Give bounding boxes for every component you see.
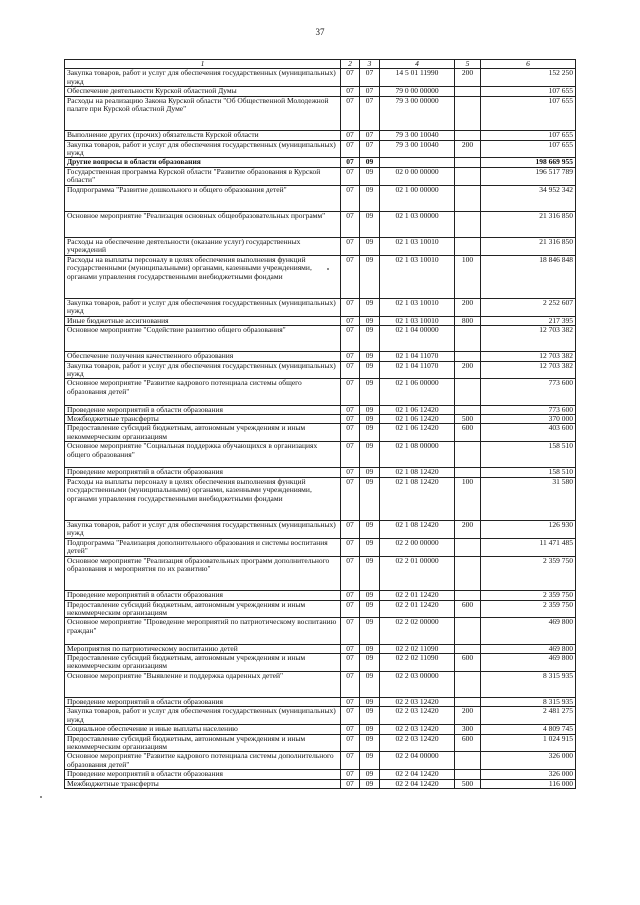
table-row bbox=[65, 316, 576, 325]
row-description: Обеспечение получения качественного образования bbox=[65, 352, 341, 361]
section-code: 07 bbox=[341, 140, 360, 158]
target-article-code: 02 2 02 11090 bbox=[380, 653, 455, 671]
expense-type-code bbox=[455, 87, 481, 96]
subsection-code: 09 bbox=[360, 779, 380, 788]
expense-type-code: 200 bbox=[455, 69, 481, 87]
amount: 34 952 342 bbox=[481, 185, 576, 211]
target-article-code: 02 2 02 00000 bbox=[380, 618, 455, 644]
row-description: Проведение мероприятий в области образования bbox=[65, 591, 341, 600]
section-code: 07 bbox=[341, 424, 360, 442]
table-row bbox=[65, 424, 576, 442]
row-description: Проведение мероприятий в области образования bbox=[65, 697, 341, 706]
amount: 370 000 bbox=[481, 415, 576, 424]
table-row bbox=[65, 520, 576, 538]
column-header: 1 bbox=[65, 60, 341, 69]
section-code: 07 bbox=[341, 131, 360, 140]
amount: 8 315 935 bbox=[481, 671, 576, 697]
expense-type-code bbox=[455, 556, 481, 591]
table-row bbox=[65, 69, 576, 87]
table-row bbox=[65, 405, 576, 414]
target-article-code: 02 2 00 00000 bbox=[380, 538, 455, 556]
subsection-code: 09 bbox=[360, 442, 380, 468]
subsection-code: 07 bbox=[360, 131, 380, 140]
subsection-code: 09 bbox=[360, 415, 380, 424]
subsection-code: 07 bbox=[360, 96, 380, 131]
table-row bbox=[65, 591, 576, 600]
section-code: 07 bbox=[341, 697, 360, 706]
target-article-code: 02 1 08 12420 bbox=[380, 468, 455, 477]
amount: 116 000 bbox=[481, 779, 576, 788]
target-article-code: 02 1 06 12420 bbox=[380, 424, 455, 442]
row-description: Предоставление субсидий бюджетным, автономным учреждениям и иным некоммерческим организациям bbox=[65, 734, 341, 752]
amount: 107 655 bbox=[481, 140, 576, 158]
table-row bbox=[65, 468, 576, 477]
row-description: Расходы на выплаты персоналу в целях обеспечения выполнения функций государственными (муниципальными) органами, казенными учреждениями, органами управления государственными внебюджетными фондами bbox=[65, 255, 341, 298]
target-article-code: 02 1 08 12420 bbox=[380, 520, 455, 538]
row-description: Иные бюджетные ассигнования bbox=[65, 316, 341, 325]
expense-type-code bbox=[455, 238, 481, 256]
amount: 4 809 745 bbox=[481, 725, 576, 734]
expense-type-code bbox=[455, 538, 481, 556]
target-article-code: 02 1 08 00000 bbox=[380, 442, 455, 468]
section-code: 07 bbox=[341, 591, 360, 600]
table-row bbox=[65, 167, 576, 185]
expense-type-code bbox=[455, 644, 481, 653]
target-article-code: 02 1 06 12420 bbox=[380, 405, 455, 414]
target-article-code: 02 1 03 00000 bbox=[380, 211, 455, 237]
expense-type-code bbox=[455, 211, 481, 237]
row-description: Проведение мероприятий в области образования bbox=[65, 770, 341, 779]
subsection-code: 09 bbox=[360, 520, 380, 538]
table-row bbox=[65, 352, 576, 361]
section-code: 07 bbox=[341, 556, 360, 591]
target-article-code: 02 1 06 12420 bbox=[380, 415, 455, 424]
expense-type-code bbox=[455, 468, 481, 477]
section-code: 07 bbox=[341, 379, 360, 405]
row-description: Обеспечение деятельности Курской областной Думы bbox=[65, 87, 341, 96]
subsection-code: 09 bbox=[360, 158, 380, 167]
expense-type-code: 100 bbox=[455, 477, 481, 520]
amount: 198 669 955 bbox=[481, 158, 576, 167]
table-row bbox=[65, 131, 576, 140]
amount: 217 395 bbox=[481, 316, 576, 325]
section-code: 07 bbox=[341, 618, 360, 644]
subsection-code: 09 bbox=[360, 734, 380, 752]
table-row bbox=[65, 600, 576, 618]
target-article-code: 02 2 03 12420 bbox=[380, 734, 455, 752]
subsection-code: 09 bbox=[360, 316, 380, 325]
expense-type-code bbox=[455, 442, 481, 468]
amount: 326 000 bbox=[481, 752, 576, 770]
table-row bbox=[65, 538, 576, 556]
row-description: Закупка товаров, работ и услуг для обеспечения государственных (муниципальных) нужд bbox=[65, 69, 341, 87]
subsection-code: 07 bbox=[360, 140, 380, 158]
amount: 158 510 bbox=[481, 468, 576, 477]
amount: 107 655 bbox=[481, 96, 576, 131]
amount: 773 600 bbox=[481, 379, 576, 405]
section-code: 07 bbox=[341, 725, 360, 734]
row-description: Мероприятия по патриотическому воспитанию детей bbox=[65, 644, 341, 653]
amount: 11 471 485 bbox=[481, 538, 576, 556]
expense-type-code bbox=[455, 167, 481, 185]
expense-type-code bbox=[455, 697, 481, 706]
row-description: Закупка товаров, работ и услуг для обеспечения государственных (муниципальных) нужд bbox=[65, 520, 341, 538]
row-description: Основное мероприятие "Реализация образовательных программ дополнительного образования и мероприятия по их развитию" bbox=[65, 556, 341, 591]
table-row bbox=[65, 618, 576, 644]
amount: 2 359 750 bbox=[481, 591, 576, 600]
amount: 469 800 bbox=[481, 653, 576, 671]
table-row bbox=[65, 415, 576, 424]
expense-type-code bbox=[455, 671, 481, 697]
expense-type-code: 600 bbox=[455, 424, 481, 442]
table-row bbox=[65, 752, 576, 770]
target-article-code: 02 1 04 11070 bbox=[380, 361, 455, 379]
table-row bbox=[65, 158, 576, 167]
section-code: 07 bbox=[341, 158, 360, 167]
subsection-code: 09 bbox=[360, 697, 380, 706]
row-description: Закупка товаров, работ и услуг для обеспечения государственных (муниципальных) нужд bbox=[65, 298, 341, 316]
section-code: 07 bbox=[341, 600, 360, 618]
section-code: 07 bbox=[341, 671, 360, 697]
table-row bbox=[65, 442, 576, 468]
row-description: Предоставление субсидий бюджетным, автономным учреждениям и иным некоммерческим организациям bbox=[65, 600, 341, 618]
section-code: 07 bbox=[341, 352, 360, 361]
expense-type-code bbox=[455, 185, 481, 211]
table-row bbox=[65, 298, 576, 316]
expense-type-code bbox=[455, 326, 481, 352]
section-code: 07 bbox=[341, 707, 360, 725]
row-description: Расходы на реализацию Закона Курской области "Об Общественной Молодежной палате при Курской областной Думе" bbox=[65, 96, 341, 131]
row-description: Основное мероприятие "Содействие развитию общего образования" bbox=[65, 326, 341, 352]
table-header-row bbox=[65, 60, 576, 69]
expense-type-code: 500 bbox=[455, 415, 481, 424]
row-description: Предоставление субсидий бюджетным, автономным учреждениям и иным некоммерческим организациям bbox=[65, 424, 341, 442]
amount: 126 930 bbox=[481, 520, 576, 538]
table-row bbox=[65, 140, 576, 158]
column-header: 2 bbox=[341, 60, 360, 69]
subsection-code: 09 bbox=[360, 405, 380, 414]
amount: 469 800 bbox=[481, 644, 576, 653]
subsection-code: 09 bbox=[360, 167, 380, 185]
subsection-code: 09 bbox=[360, 591, 380, 600]
table-row bbox=[65, 185, 576, 211]
row-description: Социальное обеспечение и иные выплаты населению bbox=[65, 725, 341, 734]
section-code: 07 bbox=[341, 734, 360, 752]
subsection-code: 09 bbox=[360, 707, 380, 725]
amount: 158 510 bbox=[481, 442, 576, 468]
subsection-code: 09 bbox=[360, 255, 380, 298]
target-article-code: 02 2 01 12420 bbox=[380, 600, 455, 618]
expense-type-code bbox=[455, 752, 481, 770]
row-description: Расходы на обеспечение деятельности (оказание услуг) государственных учреждений bbox=[65, 238, 341, 256]
expense-type-code: 500 bbox=[455, 779, 481, 788]
target-article-code: 02 1 08 12420 bbox=[380, 477, 455, 520]
section-code: 07 bbox=[341, 87, 360, 96]
table-row bbox=[65, 779, 576, 788]
amount: 152 250 bbox=[481, 69, 576, 87]
row-description: Предоставление субсидий бюджетным, автономным учреждениям и иным некоммерческим организациям bbox=[65, 653, 341, 671]
subsection-code: 09 bbox=[360, 424, 380, 442]
expense-type-code bbox=[455, 591, 481, 600]
amount: 196 517 789 bbox=[481, 167, 576, 185]
amount: 12 703 382 bbox=[481, 361, 576, 379]
section-code: 07 bbox=[341, 468, 360, 477]
table-row bbox=[65, 707, 576, 725]
section-code: 07 bbox=[341, 326, 360, 352]
table-row bbox=[65, 734, 576, 752]
amount: 21 316 850 bbox=[481, 238, 576, 256]
target-article-code: 14 5 01 11990 bbox=[380, 69, 455, 87]
table-row bbox=[65, 255, 576, 298]
target-article-code: 02 2 04 00000 bbox=[380, 752, 455, 770]
expense-type-code bbox=[455, 96, 481, 131]
section-code: 07 bbox=[341, 211, 360, 237]
amount: 12 703 382 bbox=[481, 352, 576, 361]
section-code: 07 bbox=[341, 167, 360, 185]
subsection-code: 09 bbox=[360, 770, 380, 779]
subsection-code: 09 bbox=[360, 644, 380, 653]
target-article-code: 02 1 00 00000 bbox=[380, 185, 455, 211]
expense-type-code bbox=[455, 770, 481, 779]
section-code: 07 bbox=[341, 255, 360, 298]
row-description: Расходы на выплаты персоналу в целях обеспечения выполнения функций государственными (муниципальными) органами, казенными учреждениями, органами управления государственными внебюджетными фондами bbox=[65, 477, 341, 520]
subsection-code: 09 bbox=[360, 477, 380, 520]
column-header: 3 bbox=[360, 60, 380, 69]
row-description: Основное мероприятие "Развитие кадрового потенциала системы дополнительного образования детей" bbox=[65, 752, 341, 770]
amount: 31 580 bbox=[481, 477, 576, 520]
table-row bbox=[65, 556, 576, 591]
subsection-code: 09 bbox=[360, 379, 380, 405]
section-code: 07 bbox=[341, 405, 360, 414]
expense-type-code: 200 bbox=[455, 707, 481, 725]
target-article-code: 02 2 03 00000 bbox=[380, 671, 455, 697]
table-row bbox=[65, 379, 576, 405]
target-article-code: 79 3 00 10040 bbox=[380, 140, 455, 158]
scan-speck bbox=[40, 796, 42, 798]
row-description: Основное мероприятие "Выявление и поддержка одаренных детей" bbox=[65, 671, 341, 697]
expense-type-code: 100 bbox=[455, 255, 481, 298]
table-row bbox=[65, 477, 576, 520]
target-article-code: 02 2 03 12420 bbox=[380, 697, 455, 706]
subsection-code: 09 bbox=[360, 538, 380, 556]
table-row bbox=[65, 644, 576, 653]
amount: 2 359 750 bbox=[481, 556, 576, 591]
row-description: Межбюджетные трансферты bbox=[65, 415, 341, 424]
row-description: Проведение мероприятий в области образования bbox=[65, 405, 341, 414]
budget-table bbox=[64, 59, 576, 789]
target-article-code: 02 1 04 11070 bbox=[380, 352, 455, 361]
table-row bbox=[65, 725, 576, 734]
section-code: 07 bbox=[341, 238, 360, 256]
amount: 326 000 bbox=[481, 770, 576, 779]
table-row bbox=[65, 87, 576, 96]
section-code: 07 bbox=[341, 316, 360, 325]
target-article-code: 02 2 01 00000 bbox=[380, 556, 455, 591]
subsection-code: 09 bbox=[360, 185, 380, 211]
subsection-code: 09 bbox=[360, 468, 380, 477]
section-code: 07 bbox=[341, 653, 360, 671]
subsection-code: 09 bbox=[360, 671, 380, 697]
section-code: 07 bbox=[341, 520, 360, 538]
subsection-code: 09 bbox=[360, 556, 380, 591]
target-article-code: 79 3 00 10040 bbox=[380, 131, 455, 140]
amount: 2 481 275 bbox=[481, 707, 576, 725]
column-header: 5 bbox=[455, 60, 481, 69]
subsection-code: 09 bbox=[360, 298, 380, 316]
target-article-code: 02 2 02 11090 bbox=[380, 644, 455, 653]
target-article-code: 02 2 04 12420 bbox=[380, 770, 455, 779]
target-article-code: 02 2 03 12420 bbox=[380, 725, 455, 734]
subsection-code: 09 bbox=[360, 361, 380, 379]
table-row bbox=[65, 697, 576, 706]
section-code: 07 bbox=[341, 361, 360, 379]
section-code: 07 bbox=[341, 185, 360, 211]
section-code: 07 bbox=[341, 69, 360, 87]
table-row bbox=[65, 326, 576, 352]
expense-type-code: 200 bbox=[455, 298, 481, 316]
expense-type-code bbox=[455, 405, 481, 414]
expense-type-code: 600 bbox=[455, 653, 481, 671]
table-row bbox=[65, 653, 576, 671]
row-description: Проведение мероприятий в области образования bbox=[65, 468, 341, 477]
page-number: 37 bbox=[315, 27, 325, 37]
section-code: 07 bbox=[341, 538, 360, 556]
amount: 8 315 935 bbox=[481, 697, 576, 706]
row-description: Межбюджетные трансферты bbox=[65, 779, 341, 788]
target-article-code: 79 0 00 00000 bbox=[380, 87, 455, 96]
expense-type-code: 200 bbox=[455, 520, 481, 538]
scan-speck bbox=[327, 268, 329, 270]
amount: 21 316 850 bbox=[481, 211, 576, 237]
target-article-code: 02 1 03 10010 bbox=[380, 255, 455, 298]
table-row bbox=[65, 96, 576, 131]
amount: 773 600 bbox=[481, 405, 576, 414]
amount: 12 703 382 bbox=[481, 326, 576, 352]
section-code: 07 bbox=[341, 779, 360, 788]
row-description: Закупка товаров, работ и услуг для обеспечения государственных (муниципальных) нужд bbox=[65, 361, 341, 379]
subsection-code: 09 bbox=[360, 352, 380, 361]
row-description: Подпрограмма "Реализация дополнительного образования и системы воспитания детей" bbox=[65, 538, 341, 556]
section-code: 07 bbox=[341, 477, 360, 520]
expense-type-code bbox=[455, 158, 481, 167]
expense-type-code bbox=[455, 618, 481, 644]
column-header: 6 bbox=[481, 60, 576, 69]
subsection-code: 09 bbox=[360, 326, 380, 352]
row-description: Основное мероприятие "Развитие кадрового потенциала системы общего образования детей" bbox=[65, 379, 341, 405]
section-code: 07 bbox=[341, 770, 360, 779]
expense-type-code: 200 bbox=[455, 361, 481, 379]
expense-type-code bbox=[455, 131, 481, 140]
table-row bbox=[65, 361, 576, 379]
row-description: Основное мероприятие "Социальная поддержка обучающихся в организациях общего образования" bbox=[65, 442, 341, 468]
amount: 2 359 750 bbox=[481, 600, 576, 618]
target-article-code: 02 1 03 10010 bbox=[380, 298, 455, 316]
target-article-code: 02 1 04 00000 bbox=[380, 326, 455, 352]
table-row bbox=[65, 238, 576, 256]
row-description: Закупка товаров, работ и услуг для обеспечения государственных (муниципальных) нужд bbox=[65, 140, 341, 158]
expense-type-code bbox=[455, 379, 481, 405]
row-description: Выполнение других (прочих) обязательств Курской области bbox=[65, 131, 341, 140]
section-code: 07 bbox=[341, 298, 360, 316]
amount: 403 600 bbox=[481, 424, 576, 442]
row-description: Подпрограмма "Развитие дошкольного и общего образования детей" bbox=[65, 185, 341, 211]
target-article-code: 02 2 03 12420 bbox=[380, 707, 455, 725]
amount: 1 024 915 bbox=[481, 734, 576, 752]
subsection-code: 09 bbox=[360, 653, 380, 671]
table-row bbox=[65, 671, 576, 697]
column-header: 4 bbox=[380, 60, 455, 69]
table-row bbox=[65, 770, 576, 779]
expense-type-code: 600 bbox=[455, 600, 481, 618]
expense-type-code bbox=[455, 352, 481, 361]
row-description: Основное мероприятие "Проведение мероприятий по патриотическому воспитанию граждан" bbox=[65, 618, 341, 644]
section-code: 07 bbox=[341, 442, 360, 468]
subsection-code: 07 bbox=[360, 87, 380, 96]
subsection-code: 07 bbox=[360, 69, 380, 87]
subsection-code: 09 bbox=[360, 725, 380, 734]
target-article-code: 02 1 03 10010 bbox=[380, 316, 455, 325]
subsection-code: 09 bbox=[360, 752, 380, 770]
expense-type-code: 600 bbox=[455, 734, 481, 752]
table-row bbox=[65, 211, 576, 237]
row-description: Государственная программа Курской области "Развитие образования в Курской области" bbox=[65, 167, 341, 185]
subsection-code: 09 bbox=[360, 618, 380, 644]
subsection-code: 09 bbox=[360, 238, 380, 256]
target-article-code: 02 1 06 00000 bbox=[380, 379, 455, 405]
target-article-code: 79 3 00 00000 bbox=[380, 96, 455, 131]
amount: 107 655 bbox=[481, 131, 576, 140]
expense-type-code: 300 bbox=[455, 725, 481, 734]
section-code: 07 bbox=[341, 96, 360, 131]
target-article-code: 02 2 04 12420 bbox=[380, 779, 455, 788]
target-article-code: 02 1 03 10010 bbox=[380, 238, 455, 256]
row-description: Основное мероприятие "Реализация основных общеобразовательных программ" bbox=[65, 211, 341, 237]
row-description: Другие вопросы в области образования bbox=[65, 158, 341, 167]
section-code: 07 bbox=[341, 752, 360, 770]
section-code: 07 bbox=[341, 415, 360, 424]
amount: 469 800 bbox=[481, 618, 576, 644]
row-description: Закупка товаров, работ и услуг для обеспечения государственных (муниципальных) нужд bbox=[65, 707, 341, 725]
subsection-code: 09 bbox=[360, 600, 380, 618]
amount: 18 846 848 bbox=[481, 255, 576, 298]
target-article-code: 02 2 01 12420 bbox=[380, 591, 455, 600]
target-article-code: 02 0 00 00000 bbox=[380, 167, 455, 185]
subsection-code: 09 bbox=[360, 211, 380, 237]
expense-type-code: 800 bbox=[455, 316, 481, 325]
target-article-code bbox=[380, 158, 455, 167]
expense-type-code: 200 bbox=[455, 140, 481, 158]
amount: 2 252 607 bbox=[481, 298, 576, 316]
section-code: 07 bbox=[341, 644, 360, 653]
amount: 107 655 bbox=[481, 87, 576, 96]
